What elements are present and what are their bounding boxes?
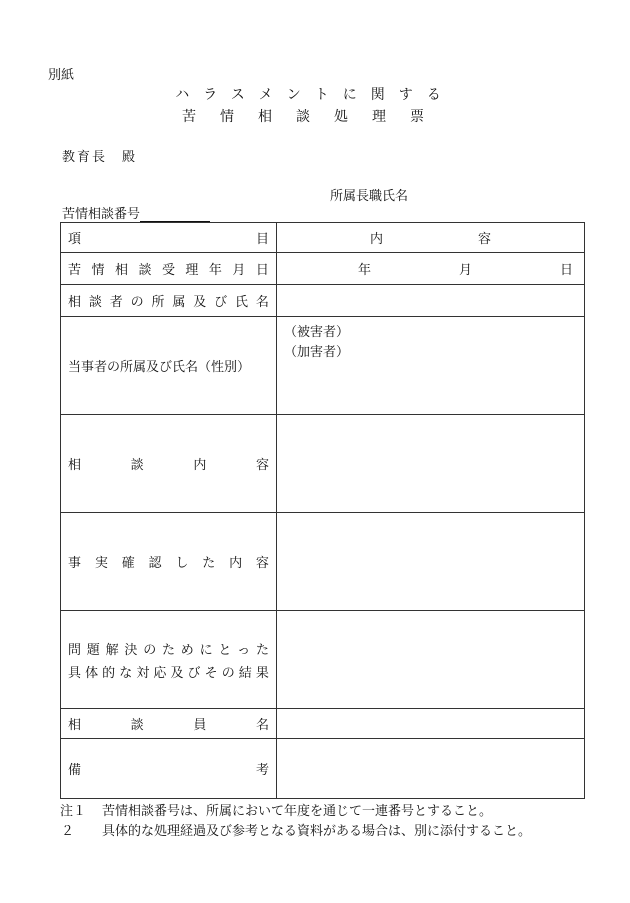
note-2-number: ２	[60, 824, 74, 839]
received-date-label: 苦 情 相 談 受 理 年 月 日	[61, 253, 277, 285]
addressee: 教育長 殿	[62, 150, 138, 165]
parties-value[interactable]	[277, 317, 585, 415]
perpetrator-label: （加害者）	[284, 345, 350, 360]
resolution-label: 問 題 解 決 の た め に と っ た 具 体 的 な 対 応 及 び そ の 結 果	[61, 611, 277, 709]
table-row-fact-check	[61, 513, 585, 611]
case-number-blank[interactable]	[140, 207, 210, 222]
note-2-text: 具体的な処理経過及び参考となる資料がある場合は、別に添付すること。	[102, 824, 532, 839]
victim-label: （被害者）	[284, 325, 350, 340]
case-number-label: 苦情相談番号	[62, 207, 141, 222]
table-row-consultant	[61, 285, 585, 317]
case-number-field	[62, 203, 210, 222]
table-row-parties	[61, 317, 585, 415]
item-header: 項 目	[61, 223, 277, 253]
remarks-label: 備 考	[61, 739, 277, 799]
table-row-remarks	[61, 739, 585, 799]
note-1	[60, 802, 531, 822]
remarks-value[interactable]	[277, 739, 585, 799]
principal-name-label: 所属長職氏名	[330, 189, 409, 204]
fact-check-value[interactable]	[277, 513, 585, 611]
received-date-value[interactable]	[277, 253, 585, 285]
attachment-label: 別紙	[48, 68, 75, 83]
content-header: 内 容	[277, 223, 585, 253]
notes	[60, 802, 531, 842]
form-title-line2: 苦情相談処理票	[182, 109, 448, 125]
note-1-number: 注１	[60, 804, 87, 819]
table-row-resolution	[61, 611, 585, 709]
note-2	[60, 822, 531, 842]
month-marker: 月	[458, 263, 472, 278]
fact-check-label: 事 実 確 認 し た 内 容	[61, 513, 277, 611]
table-header-row	[61, 223, 585, 253]
parties-label: 当事者の所属及び氏名（性別）	[61, 317, 277, 415]
note-1-text: 苦情相談番号は、所属において年度を通じて一連番号とすること。	[102, 804, 493, 819]
day-marker: 日	[559, 263, 573, 278]
consultation-content-label: 相 談 内 容	[61, 415, 277, 513]
consultation-form-table	[60, 222, 585, 799]
table-row-consultation-content	[61, 415, 585, 513]
table-row-received-date	[61, 253, 585, 285]
consultation-content-value[interactable]	[277, 415, 585, 513]
consultant-value[interactable]	[277, 285, 585, 317]
table-row-counselor	[61, 709, 585, 739]
year-marker: 年	[358, 263, 372, 278]
resolution-value[interactable]	[277, 611, 585, 709]
counselor-value[interactable]	[277, 709, 585, 739]
consultant-label: 相 談 者 の 所 属 及 び 氏 名	[61, 285, 277, 317]
counselor-label: 相 談 員 名	[61, 709, 277, 739]
form-title-line1: ハラスメントに関する	[175, 87, 455, 103]
